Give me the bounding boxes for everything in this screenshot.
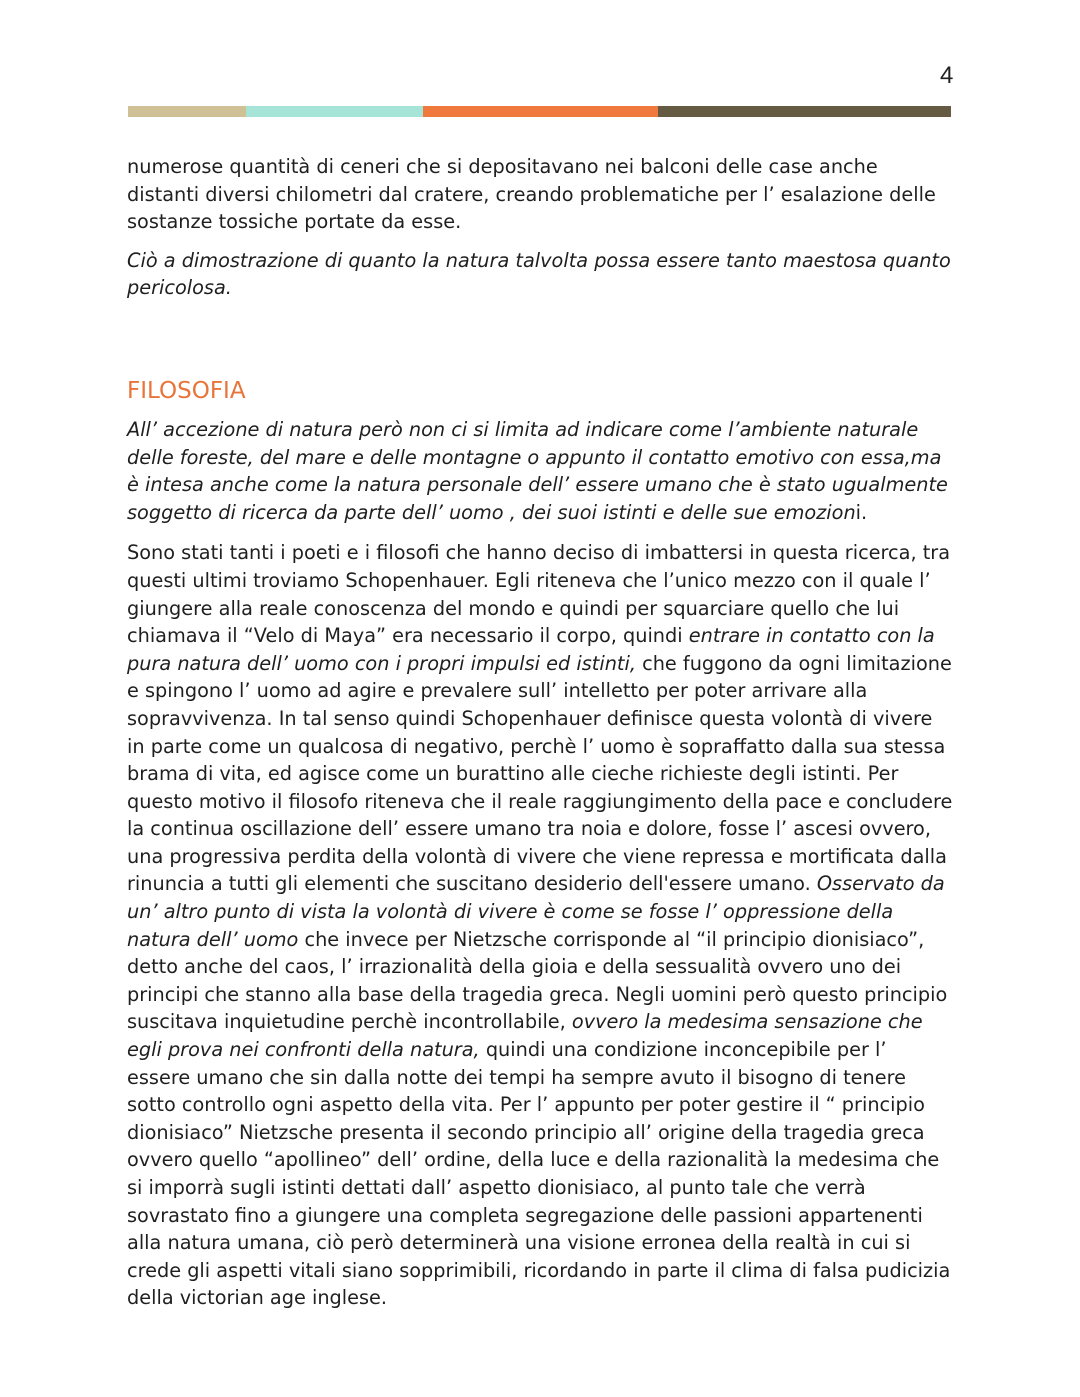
color-bar-segment-tan [128, 106, 246, 117]
color-bar-segment-orange [423, 106, 658, 117]
italic-text: All’ accezione di natura però non ci si limita ad indicare come l’ambiente naturale delle foreste, del mare e delle montagne o appunto il contatto emotivo con essa,ma è intesa anche come la natura personale dell’ essere umano che è stato ugualmente soggetto di ricerca da parte dell’ uomo , dei suoi istinti e delle sue emozion [127, 417, 948, 524]
text-run: i. [855, 500, 868, 524]
italic-text: Osservato da un’ altro punto di vista la volontà di vivere è come se fosse l’ oppressione della natura dell’ uomo [127, 872, 945, 951]
text-run: che fuggono da ogni limitazione e spingono l’ uomo ad agire e prevalere sull’ intelletto per poter arrivare alla sopravvivenza. In tal senso quindi Schopenhauer definisce questa volontà di vivere in parte come un qualcosa di negativo, perchè l’ uomo è sopraffatto dalla sua stessa brama di vita, ed agisce come un burattino alle cieche richieste degli istinti. Per questo motivo il filosofo riteneva che il reale raggiungimento della pace e concludere la continua oscillazione dell’ essere umano tra noia e dolore, fosse l’ ascesi ovvero, una progressiva perdita della volontà di vivere che viene repressa e mortificata dalla rinuncia a tutti gli elementi che suscitano desiderio dell'essere umano. [127, 651, 953, 896]
paragraph-schopenhauer-nietzsche [127, 539, 953, 1312]
text-run: quindi una condizione inconcepibile per l’ essere umano che sin dalla notte dei tempi ha sempre avuto il bisogno di tenere sotto controllo ogni aspetto della vita. Per l’ appunto per poter gestire il “ principio dionisiaco” Nietzsche presenta il secondo principio all’ origine della tragedia greca ovvero quello “apollineo” dell’ ordine, della luce e della razionalità la medesima che si imporrà sugli istinti dettati dall’ aspetto dionisiaco, al punto tale che verrà sovrastato fino a giungere una completa segregazione delle passioni appartenenti alla natura umana, ciò però determinerà una visione erronea della realtà in cui si crede gli aspetti vitali siano sopprimibili, ricordando in parte il clima di falsa pudicizia della victorian age inglese. [127, 1038, 951, 1310]
color-bar-segment-mint [246, 106, 423, 117]
paragraph-dimostrazione [127, 247, 953, 302]
italic-text: entrare in contatto con la pura natura dell’ uomo con i propri impulsi ed istinti, [127, 624, 935, 675]
page-content [127, 153, 953, 1312]
paragraph-accezione [127, 416, 953, 526]
paragraph-ceneri: numerose quantità di ceneri che si depositavano nei balconi delle case anche distanti diversi chilometri dal cratere, creando problematiche per l’ esalazione delle sostanze tossiche portate da esse. [127, 155, 936, 234]
text-run: Sono stati tanti i poeti e i filosofi che hanno deciso di imbattersi in questa ricerca, tra questi ultimi troviamo Schopenhauer. Egli riteneva che l’unico mezzo con il quale l’ giungere alla reale conoscenza del mondo e quindi per squarciare quello che lui chiamava il “Velo di Maya” era necessario il corpo, quindi [127, 541, 951, 648]
decorative-color-bar [128, 106, 951, 117]
color-bar-segment-brown [658, 106, 951, 117]
italic-text: Ciò a dimostrazione di quanto la natura talvolta possa essere tanto maestosa quanto pericolosa. [127, 248, 951, 300]
page-number: 4 [940, 62, 954, 89]
section-heading-filosofia: FILOSOFIA [127, 377, 246, 404]
italic-text: ovvero la medesima sensazione che egli prova nei confronti della natura, [127, 1010, 923, 1062]
text-run: che invece per Nietzsche corrisponde al “il principio dionisiaco”, detto anche del caos, l’ irrazionalità della gioia e della sessualità ovvero uno dei principi che stanno alla base della tragedia greca. Negli uomini però questo principio suscitava inquietudine perchè incontrollabile, [127, 927, 948, 1034]
